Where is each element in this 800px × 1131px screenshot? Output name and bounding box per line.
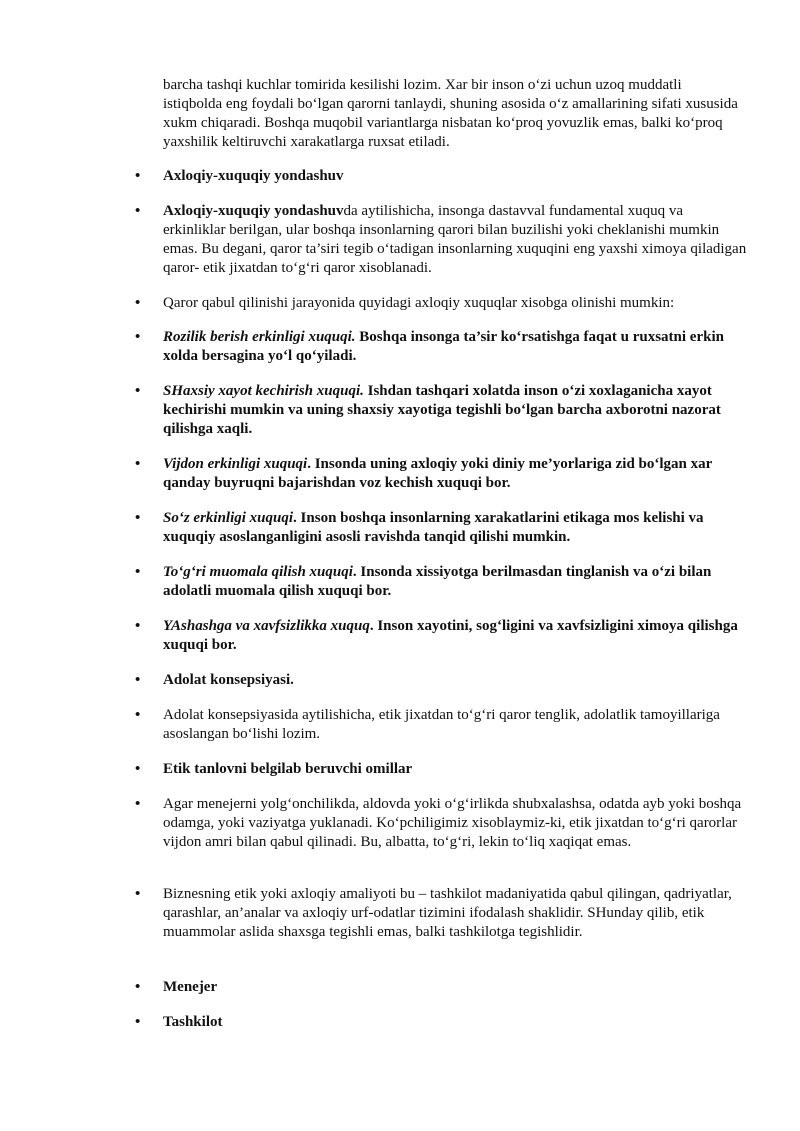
bullet-icon: • [135, 672, 141, 688]
list-item [135, 328, 747, 366]
bullet-icon: • [135, 329, 141, 345]
list-item [135, 978, 747, 997]
section-heading: Menejer [163, 979, 218, 995]
right-term: To‘g‘ri muomala qilish xuquqi [163, 564, 353, 580]
section-heading: Tashkilot [163, 1014, 223, 1030]
intro-paragraph: barcha tashqi kuchlar tomirida kesilishi lozim. Xar bir inson o‘zi uchun uzoq muddatli istiqbolda eng foydali bo‘lgan qarorni tanlaydi, shuning asosida o‘z amallarining sifati xususida xukm chiqaradi. Boshqa muqobil variantlarga nisbatan ko‘proq yovuzlik emas, balki ko‘proq yaxshilik keltiruvchi xarakatlarga ruxsat etiladi. [163, 77, 738, 150]
bullet-icon: • [135, 886, 141, 902]
paragraph-text: da aytilishicha, insonga dastavval fundamental xuquq va erkinliklar berilgan, ular boshqa insonlarning qarori bilan buzilishi yoki cheklanishi mumkin emas. Bu degani, qaror ta’siri tegib o‘tadigan insonlarning xuquqini eng yaxshi ximoya qiladigan qaror- etik jixatdan to‘g‘ri qaror xisoblanadi. [163, 203, 747, 276]
paragraph-text: Adolat konsepsiyasida aytilishicha, etik jixatdan to‘g‘ri qaror tenglik, adolatlik tamoyillariga asoslangan bo‘lishi lozim. [163, 707, 720, 742]
right-description: Ishdan tashqari xolatda inson o‘zi xoxlaganicha xayot kechirishi mumkin va uning shaxsiy xayotiga tegishli bo‘lgan barcha axborotni nazorat qilishga xaqli. [163, 383, 721, 437]
section-heading: Adolat konsepsiyasi. [163, 672, 294, 688]
bullet-icon: • [135, 295, 141, 311]
bullet-icon: • [135, 168, 141, 184]
bold-lead: Axloqiy-xuquqiy yondashuv [163, 203, 344, 219]
list-item [135, 509, 747, 547]
paragraph-text: Qaror qabul qilinishi jarayonida quyidagi axloqiy xuquqlar xisobga olinishi mumkin: [163, 295, 675, 311]
list-item [135, 795, 747, 852]
bullet-icon: • [135, 456, 141, 472]
right-description: . Insonda xissiyotga berilmasdan tinglanish va o‘zi bilan adolatli muomala qilish xuquqi bor. [163, 564, 712, 599]
list-item [135, 455, 747, 493]
section-heading: Etik tanlovni belgilab beruvchi omillar [163, 761, 413, 777]
list-item [135, 706, 747, 744]
bullet-icon: • [135, 707, 141, 723]
bullet-icon: • [135, 383, 141, 399]
bullet-icon: • [135, 564, 141, 580]
bullet-icon: • [135, 618, 141, 634]
list-item [135, 671, 747, 690]
right-description: . Inson xayotini, sog‘ligini va xavfsizligini ximoya qilishga xuquqi bor. [163, 618, 738, 653]
bullet-icon: • [135, 1014, 141, 1030]
right-description: Boshqa insonga ta’sir ko‘rsatishga faqat u ruxsatni erkin xolda bersagina yo‘l qo‘yiladi. [163, 329, 724, 364]
bullet-icon: • [135, 510, 141, 526]
section-heading: Axloqiy-xuquqiy yondashuv [163, 168, 344, 184]
right-description: . Insonda uning axloqiy yoki diniy me’yorlariga zid bo‘lgan xar qanday buyruqni bajarishdan voz kechish xuquqi bor. [163, 456, 713, 491]
list-item [135, 1013, 747, 1032]
right-term: Rozilik berish erkinligi xuquqi. [163, 329, 356, 345]
right-term: YAshashga va xavfsizlikka xuquq [163, 618, 370, 634]
bullet-icon: • [135, 796, 141, 812]
paragraph-text: Agar menejerni yolg‘onchilikda, aldovda yoki o‘g‘irlikda shubxalashsa, odatda ayb yoki boshqa odamga, yoki vaziyatga yuklanadi. Ko‘pchiligimiz xisoblaymiz-ki, etik jixatdan to‘g‘ri qarorlar vijdon amri bilan qabul qilinadi. Bu, albatta, to‘g‘ri, lekin to‘liq xaqiqat emas. [163, 796, 742, 850]
list-item [135, 617, 747, 655]
list-item [135, 202, 747, 278]
bullet-icon: • [135, 979, 141, 995]
right-description: . Inson boshqa insonlarning xarakatlarini etikaga mos kelishi va xuquqiy asoslanganligini asosli ravishda tanqid qilishi mumkin. [163, 510, 704, 545]
list-item [135, 760, 747, 779]
list-item [135, 563, 747, 601]
list-item [135, 885, 747, 942]
list-item [135, 167, 747, 186]
paragraph-text: Biznesning etik yoki axloqiy amaliyoti bu – tashkilot madaniyatida qabul qilingan, qadriyatlar, qarashlar, an’analar va axloqiy urf-odatlar tizimini ifodalash shaklidir. SHunday qilib, etik muammolar aslida shaxsga tegishli emas, balki tashkilotga tegishlidir. [163, 886, 732, 940]
list-item [135, 382, 747, 439]
bullet-icon: • [135, 203, 141, 219]
right-term: SHaxsiy xayot kechirish xuquqi. [163, 383, 364, 399]
right-term: Vijdon erkinligi xuquqi [163, 456, 308, 472]
list-item [135, 294, 747, 313]
right-term: So‘z erkinligi xuquqi [163, 510, 294, 526]
bullet-icon: • [135, 761, 141, 777]
